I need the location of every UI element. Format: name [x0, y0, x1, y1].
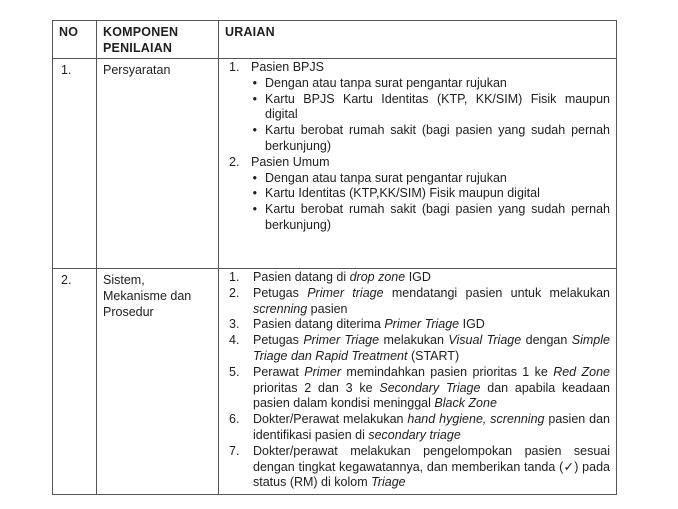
row-uraian [219, 269, 617, 495]
step-list [225, 270, 610, 491]
table-header-row [53, 21, 617, 59]
row-komponen: Sistem, Mekanisme dan Prosedur [97, 269, 219, 495]
section: 1. Pasien BPJS [229, 60, 324, 74]
list-item: 6. Dokter/Perawat melakukan hand hygiene, screnning pasien dan identifikasi pasien di secondary triage [229, 412, 610, 442]
list-item: 4. Petugas Primer Triage melakukan Visual Triage dengan Simple Triage dan Rapid Treatment (START) [229, 333, 610, 363]
header-komponen: KOMPONEN PENILAIAN [97, 21, 219, 59]
document-table [52, 20, 617, 495]
list-item: 2. Petugas Primer triage mendatangi pasien untuk melakukan screnning pasien [229, 285, 611, 316]
row-uraian [219, 59, 617, 269]
list-item: • Kartu berobat rumah sakit (bagi pasien yang sudah pernah berkunjung) [252, 123, 610, 153]
list-item: 7. Dokter/perawat melakukan pengelompokan pasien sesuai dengan tingkat kegawatannya, dan memberikan tanda (✓) pada status (RM) di kolom Triage [229, 443, 610, 490]
list-item: 5. Perawat Primer memindahkan pasien prioritas 1 ke Red Zone prioritas 2 dan 3 ke Secondary Triage dan apabila keadaan pasien dalam kondisi meninggal Black Zone [229, 364, 610, 411]
row-number: 2. [53, 269, 97, 495]
list-item: 1. Pasien datang di drop zone IGD [229, 270, 431, 284]
row-komponen: Persyaratan [97, 59, 219, 269]
table-row [53, 269, 617, 495]
list-item: • Kartu BPJS Kartu Identitas (KTP, KK/SIM) Fisik maupun digital [252, 91, 610, 122]
list-item: • Dengan atau tanpa surat pengantar rujukan [252, 75, 507, 90]
bullet-list [225, 76, 610, 155]
list-item: • Dengan atau tanpa surat pengantar rujukan [252, 170, 507, 185]
header-uraian: URAIAN [219, 21, 617, 59]
list-item: • Kartu Identitas (KTP,KK/SIM) Fisik maupun digital [252, 186, 540, 201]
bullet-list [225, 171, 610, 234]
row-number: 1. [53, 59, 97, 269]
table-row [53, 59, 617, 269]
list-item: • Kartu berobat rumah sakit (bagi pasien yang sudah pernah berkunjung) [252, 202, 610, 232]
list-item: 3. Pasien datang diterima Primer Triage IGD [229, 317, 485, 332]
section: 2. Pasien Umum [229, 154, 330, 169]
header-no: NO [53, 21, 97, 59]
